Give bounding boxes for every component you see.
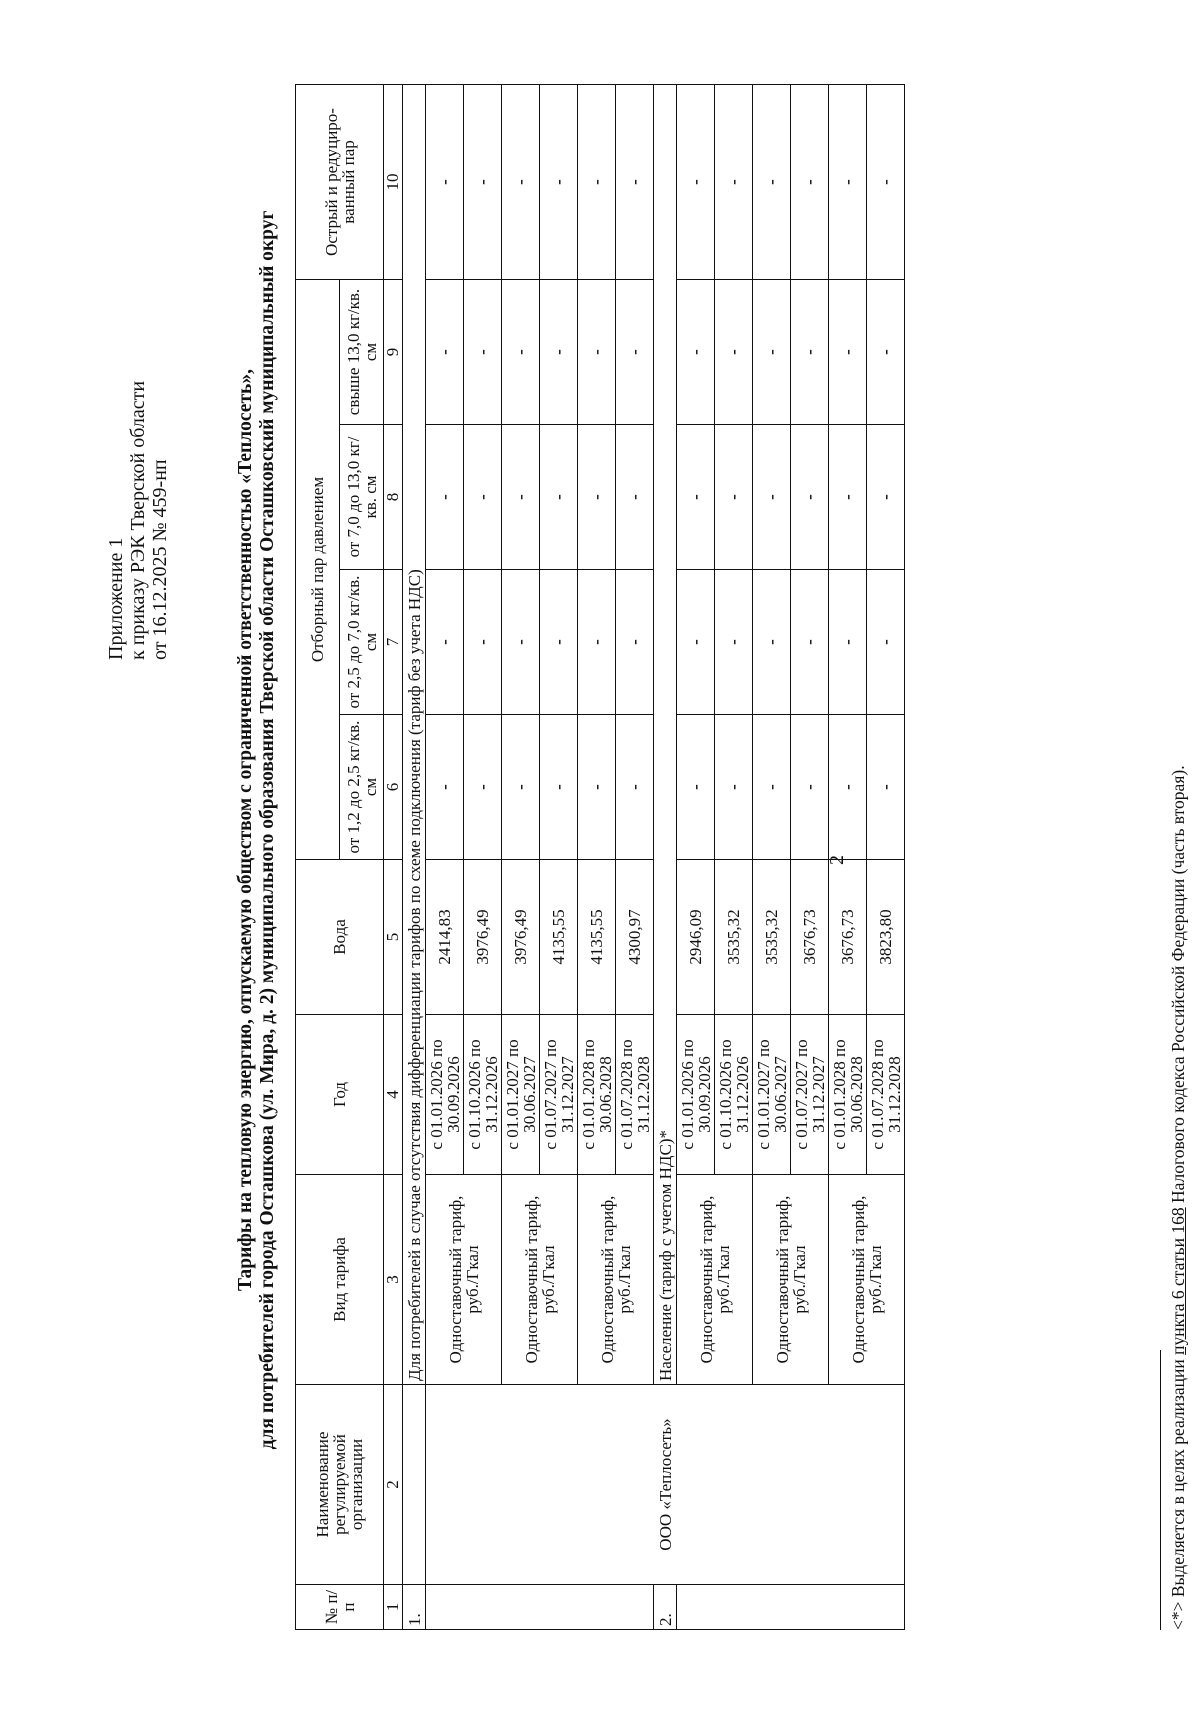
pressure-2-value: - (867, 570, 905, 715)
pressure-2-value: - (677, 570, 715, 715)
section-title: Для потребителей в случае отсутствия дифференциации тарифов по схеме подключения (тариф без учета НДС) (403, 84, 426, 1384)
water-value: 3976,49 (502, 860, 540, 1015)
pressure-4-value: - (791, 279, 829, 424)
column-number: 5 (384, 860, 403, 1015)
column-number: 4 (384, 1015, 403, 1175)
title-line: Тарифы на тепловую энергию, отпускаемую обществом с ограниченной ответственностью «Теплосеть», (235, 369, 256, 1291)
pressure-3-value: - (791, 425, 829, 570)
header-sharp-steam: Острый и редуциро-ванный пар (296, 84, 384, 279)
period: с 01.01.2026 по 30.09.2026 (426, 1015, 464, 1175)
appendix-line: от 16.12.2025 № 459-нп (149, 459, 171, 660)
sharp-steam-value: - (502, 84, 540, 279)
header-pressure-4: свыше 13,0 кг/кв. см (340, 279, 384, 424)
sharp-steam-value: - (753, 84, 791, 279)
pressure-1-value: - (753, 715, 791, 860)
period: с 01.07.2028 по 31.12.2028 (616, 1015, 654, 1175)
sharp-steam-value: - (616, 84, 654, 279)
sharp-steam-value: - (426, 84, 464, 279)
footnote (1168, 765, 1189, 1630)
appendix-line: Приложение 1 (105, 537, 127, 660)
pressure-3-value: - (426, 425, 464, 570)
tariff-type: Одноставочный тариф, руб./Гкал (829, 1175, 905, 1385)
footnote-divider (1160, 1350, 1161, 1630)
pressure-3-value: - (464, 425, 502, 570)
tariff-type: Одноставочный тариф, руб./Гкал (502, 1175, 578, 1385)
tariff-table-wrapper (295, 85, 905, 1630)
pressure-2-value: - (753, 570, 791, 715)
water-value: 2414,83 (426, 860, 464, 1015)
pressure-3-value: - (753, 425, 791, 570)
section-number: 2. (654, 1585, 677, 1630)
footnote-text: <*> Выделяется в целях реализации (1168, 1354, 1188, 1630)
column-number: 7 (384, 570, 403, 715)
appendix-block (105, 381, 171, 660)
footnote-text: Налогового кодекса Российской Федерации (часть вторая). (1168, 765, 1188, 1208)
header-steam-group: Отборный пар давлением (296, 279, 340, 859)
pressure-1-value: - (677, 715, 715, 860)
pressure-1-value: - (540, 715, 578, 860)
pressure-4-value: - (829, 279, 867, 424)
pressure-3-value: - (616, 425, 654, 570)
column-number: 8 (384, 425, 403, 570)
section-row (403, 84, 426, 1629)
pressure-2-value: - (540, 570, 578, 715)
water-value: 3535,32 (715, 860, 753, 1015)
num-cell (677, 1585, 905, 1630)
pressure-4-value: - (867, 279, 905, 424)
tariff-type: Одноставочный тариф, руб./Гкал (677, 1175, 753, 1385)
pressure-1-value: - (715, 715, 753, 860)
pressure-2-value: - (578, 570, 616, 715)
column-number: 1 (384, 1585, 403, 1630)
water-value: 3535,32 (753, 860, 791, 1015)
pressure-1-value: - (867, 715, 905, 860)
period: с 01.01.2027 по 30.06.2027 (753, 1015, 791, 1175)
pressure-4-value: - (753, 279, 791, 424)
pressure-3-value: - (540, 425, 578, 570)
water-value: 3676,73 (791, 860, 829, 1015)
period: с 01.07.2027 по 31.12.2027 (540, 1015, 578, 1175)
tariff-table (295, 84, 905, 1630)
pressure-1-value: - (578, 715, 616, 860)
water-value: 3676,73 (829, 860, 867, 1015)
period: с 01.07.2027 по 31.12.2027 (791, 1015, 829, 1175)
header-pressure-1: от 1,2 до 2,5 кг/кв. см (340, 715, 384, 860)
page-number: 2 (826, 855, 848, 865)
period: с 01.01.2026 по 30.09.2026 (677, 1015, 715, 1175)
pressure-4-value: - (616, 279, 654, 424)
pressure-1-value: - (464, 715, 502, 860)
pressure-1-value: - (829, 715, 867, 860)
header-org: Наименование регулируемой организации (296, 1385, 384, 1585)
column-number: 3 (384, 1175, 403, 1385)
water-value: 4135,55 (540, 860, 578, 1015)
pressure-3-value: - (578, 425, 616, 570)
document-title (235, 120, 279, 1540)
tariff-type: Одноставочный тариф, руб./Гкал (578, 1175, 654, 1385)
period: с 01.10.2026 по 31.12.2026 (464, 1015, 502, 1175)
period: с 01.01.2028 по 30.06.2028 (578, 1015, 616, 1175)
header-tariff-type: Вид тарифа (296, 1175, 384, 1385)
pressure-3-value: - (502, 425, 540, 570)
pressure-4-value: - (540, 279, 578, 424)
sharp-steam-value: - (540, 84, 578, 279)
column-number: 6 (384, 715, 403, 860)
header-pressure-2: от 2,5 до 7,0 кг/кв. см (340, 570, 384, 715)
pressure-2-value: - (426, 570, 464, 715)
pressure-3-value: - (677, 425, 715, 570)
section-title: Население (тариф с учетом НДС)* (654, 84, 677, 1384)
period: с 01.01.2027 по 30.06.2027 (502, 1015, 540, 1175)
header-pressure-3: от 7,0 до 13,0 кг/кв. см (340, 425, 384, 570)
period: с 01.10.2026 по 31.12.2026 (715, 1015, 753, 1175)
pressure-4-value: - (578, 279, 616, 424)
water-value: 4300,97 (616, 860, 654, 1015)
pressure-2-value: - (464, 570, 502, 715)
appendix-line: к приказу РЭК Тверской области (127, 380, 149, 660)
water-value: 3976,49 (464, 860, 502, 1015)
sharp-steam-value: - (829, 84, 867, 279)
pressure-4-value: - (502, 279, 540, 424)
header-num: № п/п (296, 1585, 384, 1630)
sharp-steam-value: - (791, 84, 829, 279)
water-value: 3823,80 (867, 860, 905, 1015)
sharp-steam-value: - (578, 84, 616, 279)
pressure-2-value: - (829, 570, 867, 715)
pressure-4-value: - (464, 279, 502, 424)
pressure-2-value: - (791, 570, 829, 715)
sharp-steam-value: - (464, 84, 502, 279)
column-number-row (384, 84, 403, 1629)
organization-name-cell (403, 1385, 426, 1585)
pressure-1-value: - (791, 715, 829, 860)
pressure-3-value: - (867, 425, 905, 570)
pressure-1-value: - (502, 715, 540, 860)
pressure-3-value: - (715, 425, 753, 570)
tariff-type: Одноставочный тариф, руб./Гкал (753, 1175, 829, 1385)
column-number: 10 (384, 84, 403, 279)
pressure-1-value: - (426, 715, 464, 860)
water-value: 2946,09 (677, 860, 715, 1015)
column-number: 2 (384, 1385, 403, 1585)
pressure-2-value: - (616, 570, 654, 715)
pressure-4-value: - (426, 279, 464, 424)
num-cell (426, 1585, 654, 1630)
title-line: для потребителей города Осташкова (ул. Мира, д. 2) муниципального образования Тверской области Осташковский муниципальный округ (257, 210, 278, 1450)
footnote-law-reference: пункта 6 статьи 168 (1168, 1207, 1188, 1355)
sharp-steam-value: - (867, 84, 905, 279)
period: с 01.07.2028 по 31.12.2028 (867, 1015, 905, 1175)
pressure-2-value: - (715, 570, 753, 715)
pressure-1-value: - (616, 715, 654, 860)
pressure-4-value: - (715, 279, 753, 424)
sharp-steam-value: - (715, 84, 753, 279)
table-row (426, 84, 464, 1629)
column-number: 9 (384, 279, 403, 424)
pressure-3-value: - (829, 425, 867, 570)
organization-name: ООО «Теплосеть» (426, 1385, 905, 1585)
tariff-type: Одноставочный тариф, руб./Гкал (426, 1175, 502, 1385)
sharp-steam-value: - (677, 84, 715, 279)
pressure-2-value: - (502, 570, 540, 715)
header-water: Вода (296, 860, 384, 1015)
pressure-4-value: - (677, 279, 715, 424)
section-number: 1. (403, 1585, 426, 1630)
period: с 01.01.2028 по 30.06.2028 (829, 1015, 867, 1175)
water-value: 4135,55 (578, 860, 616, 1015)
header-year: Год (296, 1015, 384, 1175)
